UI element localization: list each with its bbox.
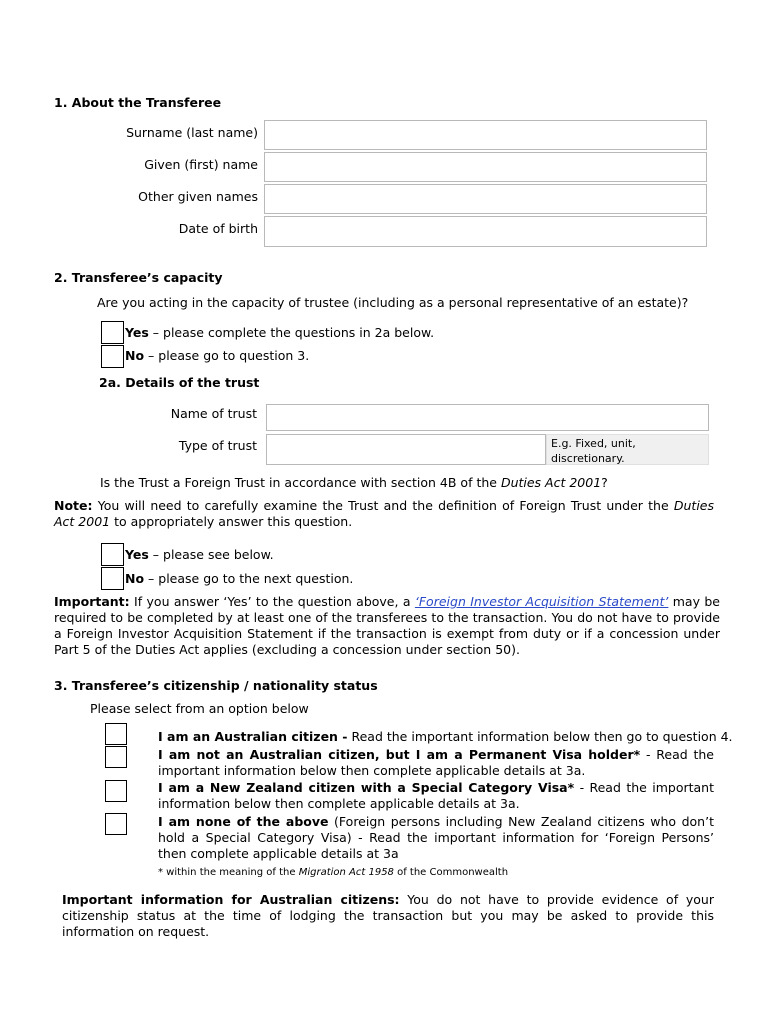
trustee-yes-option	[125, 325, 434, 340]
important-text: If you answer ‘Yes’ to the question above, a	[129, 594, 415, 609]
option-3-text: - Read the important information below then complete applicable details at 3a.	[158, 780, 714, 811]
permanent-visa-checkbox[interactable]	[105, 746, 127, 768]
important-text-end: may be required to be completed by at least one of the transferees to the transaction. You do not have to provide a Foreign Investor Acquisition Statement if the transaction is exempt from duty or if a concession under Part 5 of the Duties Act applies (excluding a concession under section 50).	[54, 594, 720, 657]
trust-name-input[interactable]	[266, 404, 709, 431]
footnote-text-end: of the Commonwealth	[393, 867, 509, 878]
trust-note	[54, 498, 714, 530]
trust-details-heading: 2a. Details of the trust	[99, 375, 260, 390]
surname-label: Surname (last name)	[126, 125, 258, 140]
trustee-yes-text: – please complete the questions in 2a below.	[148, 325, 435, 340]
footnote-act: Migration Act 1958	[298, 867, 394, 878]
foreign-trust-no-label: No	[125, 571, 145, 586]
important-notice	[54, 594, 720, 658]
citizenship-intro: Please select from an option below	[90, 701, 309, 716]
note-act: Duties Act 2001	[54, 498, 714, 529]
visa-footnote	[158, 867, 508, 878]
trustee-yes-label: Yes	[125, 325, 149, 340]
surname-input[interactable]	[264, 120, 707, 150]
option-permanent-visa	[158, 747, 714, 779]
duties-act-reference: Duties Act 2001	[500, 475, 602, 490]
foreign-trust-no-checkbox[interactable]	[101, 567, 124, 590]
trust-type-hint: E.g. Fixed, unit, discretionary.	[546, 434, 709, 465]
option-none-of-above	[158, 814, 714, 862]
option-4-text: (Foreign persons including New Zealand citizens who don’t hold a Special Category Visa) - Read the important information for ‘Foreign Persons’ then complete applicable details at 3a	[158, 814, 714, 861]
note-text: You will need to carefully examine the Trust and the definition of Foreign Trust under the	[92, 498, 674, 513]
citizen-info-text: You do not have to provide evidence of your citizenship status at the time of lodging the transaction but you may be asked to provide this information on request.	[62, 892, 714, 939]
trustee-no-checkbox[interactable]	[101, 345, 124, 368]
foreign-trust-question-end: ?	[601, 475, 608, 490]
foreign-trust-question	[100, 475, 608, 490]
fias-link[interactable]: ‘Foreign Investor Acquisition Statement’	[414, 594, 669, 609]
dob-input[interactable]	[264, 216, 707, 247]
none-of-above-checkbox[interactable]	[105, 813, 127, 835]
other-names-label: Other given names	[138, 189, 258, 204]
trustee-no-text: – please go to question 3.	[144, 348, 310, 363]
option-4-bold: I am none of the above	[158, 814, 329, 829]
nz-citizen-checkbox[interactable]	[105, 780, 127, 802]
foreign-trust-yes-option	[125, 547, 274, 562]
note-label: Note:	[54, 498, 93, 513]
given-name-label: Given (first) name	[144, 157, 258, 172]
trust-type-input[interactable]	[266, 434, 546, 465]
section-1-heading: 1. About the Transferee	[54, 95, 222, 110]
option-1-bold: I am an Australian citizen -	[158, 729, 348, 744]
option-nz-citizen	[158, 780, 714, 812]
australian-citizen-checkbox[interactable]	[105, 723, 127, 745]
dob-label: Date of birth	[178, 221, 258, 236]
section-3-heading: 3. Transferee’s citizenship / nationality status	[54, 678, 378, 693]
important-label: Important:	[54, 594, 130, 609]
option-australian-citizen	[158, 729, 733, 744]
foreign-trust-yes-checkbox[interactable]	[101, 543, 124, 566]
citizen-info-bold: Important information for Australian citizens:	[62, 892, 400, 907]
option-2-text: - Read the important information below then complete applicable details at 3a.	[158, 747, 714, 778]
trustee-no-label: No	[125, 348, 145, 363]
foreign-trust-no-text: – please go to the next question.	[144, 571, 354, 586]
foreign-trust-no-option	[125, 571, 353, 586]
trustee-yes-checkbox[interactable]	[101, 321, 124, 344]
section-2-heading: 2. Transferee’s capacity	[54, 270, 223, 285]
given-name-input[interactable]	[264, 152, 707, 182]
note-text-end: to appropriately answer this question.	[110, 514, 353, 529]
trustee-question: Are you acting in the capacity of trustee (including as a personal representative of an estate)?	[97, 295, 689, 310]
foreign-trust-yes-label: Yes	[125, 547, 149, 562]
footnote-text: * within the meaning of the	[158, 867, 299, 878]
option-2-bold: I am not an Australian citizen, but I am a Permanent Visa holder*	[158, 747, 641, 762]
option-1-text: Read the important information below then go to question 4.	[347, 729, 733, 744]
foreign-trust-question-text: Is the Trust a Foreign Trust in accordance with section 4B of the	[100, 475, 501, 490]
citizen-info	[62, 892, 714, 940]
trust-name-label: Name of trust	[170, 406, 257, 421]
trust-type-label: Type of trust	[178, 438, 257, 453]
trustee-no-option	[125, 348, 309, 363]
other-names-input[interactable]	[264, 184, 707, 214]
option-3-bold: I am a New Zealand citizen with a Special Category Visa*	[158, 780, 575, 795]
foreign-trust-yes-text: – please see below.	[148, 547, 274, 562]
